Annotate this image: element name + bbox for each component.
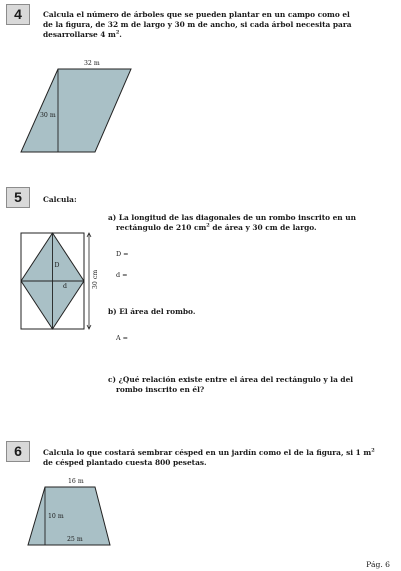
problem-5-part-b: b) El área del rombo. [108, 307, 196, 316]
problem-4-line-2: de la figura, de 32 m de largo y 30 m de ancho, si cada árbol necesita para [43, 20, 352, 29]
part-a-line-2-end: de área y 30 cm de largo. [209, 223, 317, 232]
problem-6-line-1-text: Calcula lo que costará sembrar césped en un jardín como el de la figura, si 1 m [43, 448, 372, 457]
problem-4-exponent: 2 [115, 29, 120, 36]
part-c-line-2: rombo inscrito en él? [116, 385, 205, 394]
page-number: Pág. 6 [366, 560, 390, 569]
answer-d-label: d = [116, 271, 128, 279]
part-a-line-1: a) La longitud de las diagonales de un rombo inscrito en un [108, 213, 357, 222]
parallelogram-height-label: 30 m [40, 112, 56, 119]
answer-D-label: D = [116, 250, 129, 258]
problem-6-exponent: 2 [371, 447, 375, 454]
answer-area-label: A = [116, 334, 129, 342]
part-a-exponent: 2 [206, 222, 210, 229]
trapezoid-height-label: 10 m [48, 513, 64, 520]
problem-6-number: 6 [6, 441, 30, 462]
rhombus-D-label: D [54, 262, 60, 269]
problem-6-line-2: de césped plantado cuesta 800 pesetas. [43, 458, 207, 467]
trapezoid-base-label: 25 m [67, 536, 83, 543]
problem-4-line-3-end: . [119, 30, 122, 39]
part-c-line-1: c) ¿Qué relación existe entre el área del rectángulo y la del [108, 375, 354, 384]
problem-5-intro: Calcula: [43, 195, 77, 204]
side-dimension-label: 30 cm [92, 269, 99, 289]
trapezoid-top-label: 16 m [68, 478, 84, 485]
part-a-line-2-text: rectángulo de 210 cm [116, 223, 207, 232]
problem-5-number: 5 [6, 187, 30, 208]
problem-4-line-3-text: desarrollarse 4 m [43, 30, 116, 39]
problem-4-line-1: Calcula el número de árboles que se pueden plantar en un campo como el [43, 10, 350, 19]
rhombus-d-label: d [63, 283, 67, 290]
parallelogram-top-label: 32 m [84, 60, 100, 67]
problem-4-number: 4 [6, 4, 30, 25]
